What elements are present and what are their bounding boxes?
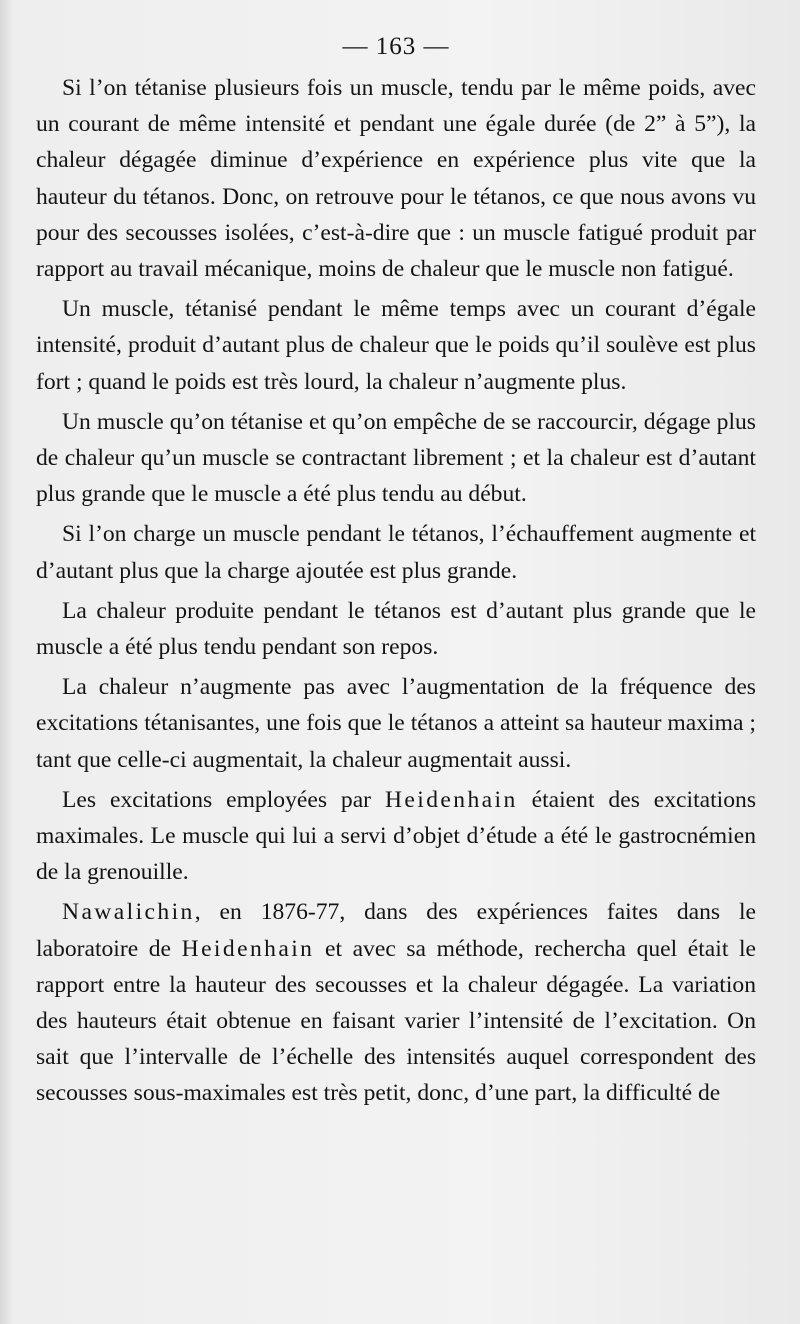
- text-segment: Si l’on tétanise plusieurs fois un muscle, tendu par le même poids, avec un courant de même intensité et pendant une égale durée (de 2” à 5”), la chaleur dégagée diminue d’expérience en expérience plus vite que la hauteur du tétanos. Donc, on retrouve pour le tétanos, ce que nous avons vu pour des secousses isolées, c’est-à-dire que : un muscle fatigué produit par rapport au travail mécanique, moins de chaleur que le muscle non fatigué.: [36, 75, 756, 283]
- paragraph: [36, 669, 756, 778]
- text-segment: Les excitations employées par: [62, 786, 385, 813]
- author-name: Nawalichin: [62, 899, 195, 926]
- paragraph: [36, 894, 756, 1111]
- text-segment: Un muscle qu’on tétanise et qu’on empêche de se raccourcir, dégage plus de chaleur qu’un muscle se contractant librement ; et la chaleur est d’autant plus grande que le muscle a été plus tendu au début.: [36, 408, 756, 508]
- page-number: — 163 —: [342, 33, 450, 60]
- paragraph: [36, 70, 756, 287]
- text-segment: Un muscle, tétanisé pendant le même temps avec un courant d’égale intensité, produit d’autant plus de chaleur que le poids qu’il soulève est plus fort ; quand le poids est très lourd, la chaleur n’augmente plus.: [36, 296, 756, 395]
- text-segment: Si l’on charge un muscle pendant le tétanos, l’échauffement augmente et d’autant plus que la charge ajoutée est plus grande.: [36, 521, 756, 584]
- paragraph: [36, 291, 756, 400]
- text-segment: et avec sa méthode, rechercha quel était le rapport entre la hauteur des secousses et la chaleur dégagée. La variation des hauteurs était obtenue en faisant varier l’intensité de l’excitation. On sait que l’intervalle de l’échelle des intensités auquel correspondent des secousses sous-maximales est très petit, donc, d’une part, la difficulté de: [36, 935, 756, 1107]
- paragraph: [36, 516, 756, 588]
- text-segment: La chaleur produite pendant le tétanos est d’autant plus grande que le muscle a été plus tendu pendant son repos.: [36, 597, 756, 661]
- paragraph: [36, 404, 756, 513]
- paragraph: [36, 782, 756, 891]
- text-body: [36, 70, 756, 1112]
- author-name: Heidenhain: [384, 786, 518, 813]
- text-segment: La chaleur n’augmente pas avec l’augmentation de la fréquence des excitations tétanisantes, une fois que le tétanos a atteint sa hauteur maxima ; tant que celle-ci augmentait, la chaleur augmentait aussi.: [36, 674, 756, 773]
- paragraph: [36, 593, 756, 665]
- text-segment: , en 1876-77, dans des expériences faites dans le laboratoire de: [36, 899, 756, 962]
- text-segment: étaient des excitations maximales. Le muscle qui lui a servi d’objet d’étude a été le gastrocnémien de la grenouille.: [36, 786, 756, 886]
- author-name: Heidenhain: [181, 935, 315, 962]
